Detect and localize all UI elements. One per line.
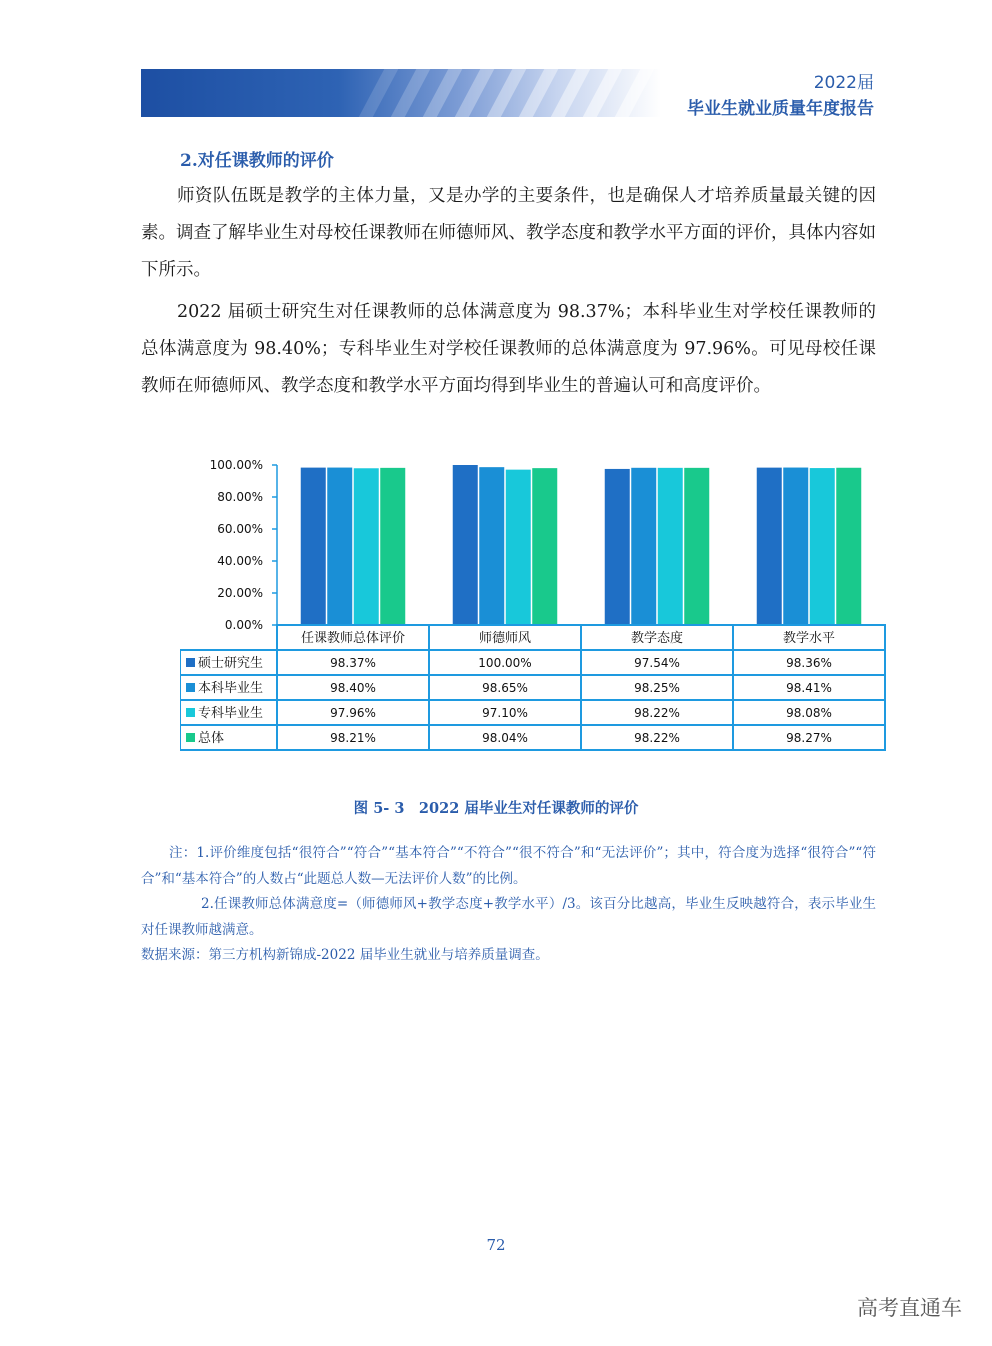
bar-4-2 [783,468,808,625]
bar-4-3 [810,468,835,625]
data-label: 98.21% [330,731,376,745]
y-tick-label: 60.00% [217,522,263,536]
report-title-block [687,70,874,122]
data-label: 97.96% [330,706,376,720]
legend-label: 硕士研究生 [198,656,264,671]
bar-3-3 [658,468,683,625]
data-label: 98.37% [330,656,376,670]
page-number: 72 [486,1236,506,1254]
legend-label: 专科毕业生 [198,706,264,721]
data-label: 98.22% [634,706,680,720]
y-tick-label: 20.00% [217,586,263,600]
chart-canvas [180,454,890,754]
bar-1-3 [354,468,379,625]
data-label: 98.65% [482,681,528,695]
data-label: 98.25% [634,681,680,695]
legend-label: 本科毕业生 [198,681,264,696]
data-label: 100.00% [478,656,532,670]
category-label: 教学态度 [630,631,684,646]
data-label: 98.36% [786,656,832,670]
data-label: 98.27% [786,731,832,745]
report-year: 2022届 [813,73,874,93]
watermark: 高考直通车 [857,1296,962,1320]
y-tick-label: 40.00% [217,554,263,568]
paragraph-intro: 师资队伍既是教学的主体力量，又是办学的主要条件，也是确保人才培养质量最关键的因素。调查了解毕业生对母校任课教师在师德师风、教学态度和教学水平方面的评价，具体内容如下所示。 [141,186,876,280]
bar-3-1 [605,469,630,625]
teacher-evaluation-chart [180,454,890,754]
data-source-note: 数据来源：第三方机构新锦成-2022 届毕业生就业与培养质量调查。 [141,947,549,963]
bar-3-4 [684,468,709,625]
section-heading: 2.对任课教师的评价 [180,151,334,171]
y-tick-label: 100.00% [209,458,263,472]
bar-2-2 [479,467,504,625]
y-tick-label: 80.00% [217,490,263,504]
legend-swatch [186,658,195,667]
data-label: 97.10% [482,706,528,720]
y-tick-label: 0.00% [224,618,263,632]
bar-1-2 [327,468,352,625]
bar-2-1 [453,465,478,625]
figure-caption: 图 5- 3 2022 届毕业生对任课教师的评价 [353,800,639,817]
legend-swatch [186,733,195,742]
category-label: 师德师风 [478,631,532,646]
data-label: 98.41% [786,681,832,695]
legend-label: 总体 [198,731,225,746]
data-label: 98.04% [482,731,528,745]
data-label: 98.40% [330,681,376,695]
bar-3-2 [631,468,656,625]
data-label: 97.54% [634,656,680,670]
paragraph-summary: 2022 届硕士研究生对任课教师的总体满意度为 98.37%；本科毕业生对学校任课教师的总体满意度为 98.40%；专科毕业生对学校任课教师的总体满意度为 97.96%。可见母校任课教师在师德师风、教学态度和教学水平方面均得到毕业生的普遍认可和高度评价。 [141,302,876,396]
category-label: 教学水平 [782,631,836,646]
note-2: 2.任课教师总体满意度=（师德师风+教学态度+教学水平）/3。该百分比越高，毕业生反映越符合，表示毕业生对任课教师越满意。 [141,896,876,938]
bar-4-1 [757,468,782,625]
bar-4-4 [836,468,861,625]
bar-1-4 [380,468,405,625]
bar-1-1 [301,468,326,625]
bar-2-4 [532,468,557,625]
legend-swatch [186,683,195,692]
note-1: 注：1.评价维度包括“很符合”“符合”“基本符合”“不符合”“很不符合”和“无法评价”；其中，符合度为选择“很符合”“符合”和“基本符合”的人数占“此题总人数—无法评价人数”的比例。 [141,845,876,887]
data-label: 98.22% [634,731,680,745]
header-banner [141,69,661,117]
legend-swatch [186,708,195,717]
category-label: 任课教师总体评价 [300,631,406,646]
report-title: 毕业生就业质量年度报告 [687,99,874,119]
bar-2-3 [506,470,531,625]
data-label: 98.08% [786,706,832,720]
